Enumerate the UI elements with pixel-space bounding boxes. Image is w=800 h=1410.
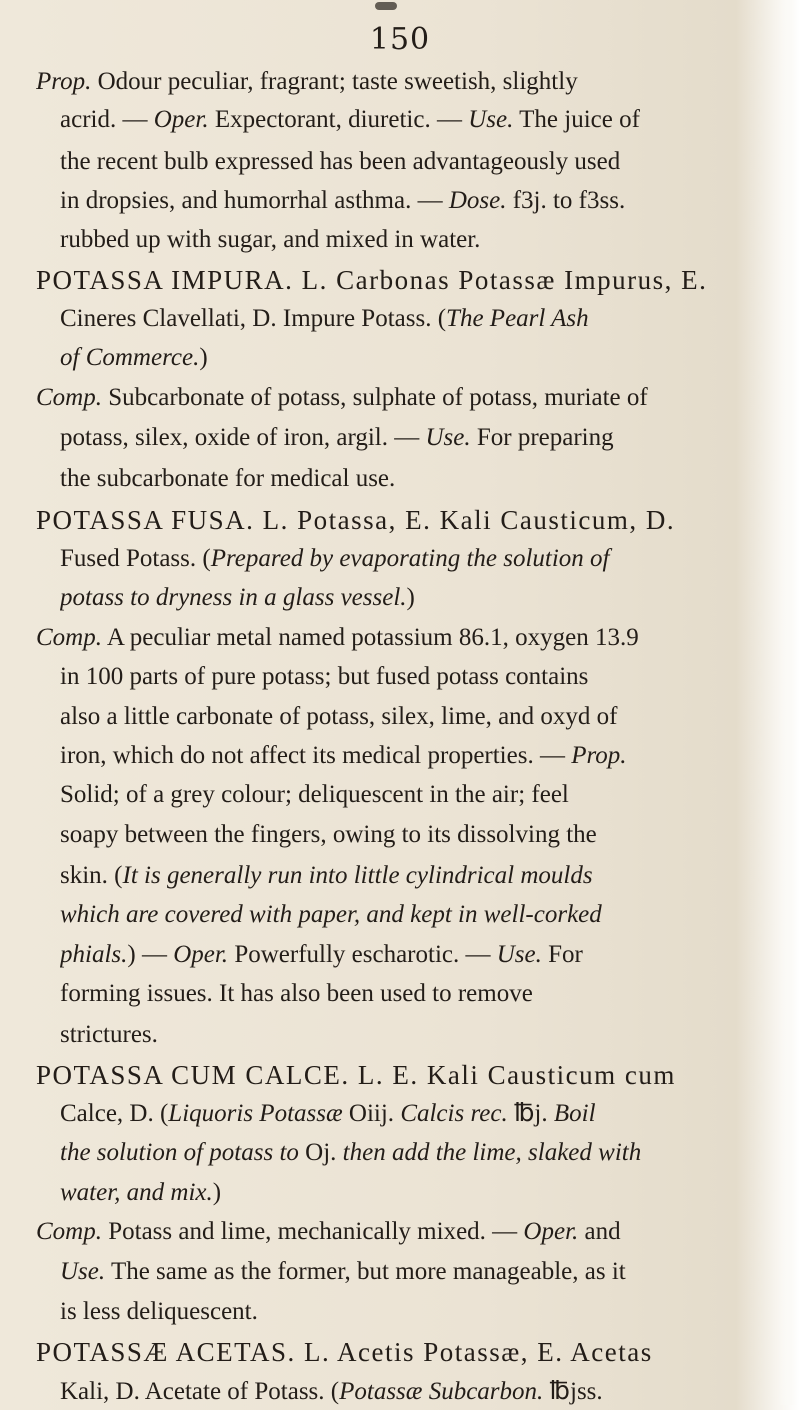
text-line: also a little carbonate of potass, silex, lime, and oxyd of [60,703,618,730]
text-line: POTASSÆ ACETAS. L. Acetis Potassæ, E. Acetas [36,1337,653,1367]
text-line: Comp. A peculiar metal named potassium 86.1, oxygen 13.9 [36,624,639,651]
text-line: potass, silex, oxide of iron, argil. — Use. For preparing [60,424,614,451]
text-line: Calce, D. (Liquoris Potassæ Oiij. Calcis rec. ℔j. Boil [60,1100,596,1127]
text-line: the solution of potass to Oj. then add the lime, slaked with [60,1139,642,1166]
text-line: Kali, D. Acetate of Potass. (Potassæ Subcarbon. ℔jss. [60,1378,603,1405]
text-line: in dropsies, and humorrhal asthma. — Dose. f3j. to f3ss. [60,187,626,214]
text-line: iron, which do not affect its medical properties. — Prop. [60,742,627,769]
text-line: phials.) — Oper. Powerfully escharotic. — Use. For [60,941,583,968]
text-line: in 100 parts of pure potass; but fused potass contains [60,663,589,690]
text-line: strictures. [60,1021,158,1048]
text-line: POTASSA IMPURA. L. Carbonas Potassæ Impurus, E. [36,265,708,295]
text-line: the recent bulb expressed has been advantageously used [60,148,621,175]
text-line: rubbed up with sugar, and mixed in water. [60,226,481,253]
text-line: soapy between the fingers, owing to its dissolving the [60,821,597,848]
text-line: POTASSA FUSA. L. Potassa, E. Kali Causticum, D. [36,505,676,535]
text-line: skin. (It is generally run into little cylindrical moulds [60,862,593,889]
text-line: forming issues. It has also been used to remove [60,980,533,1007]
text-line: Use. The same as the former, but more manageable, as it [60,1258,626,1285]
text-line: the subcarbonate for medical use. [60,465,396,492]
page-number: 150 [369,22,431,57]
text-line: Fused Potass. (Prepared by evaporating the solution of [60,545,610,572]
ink-smudge [375,2,397,10]
text-line: Cineres Clavellati, D. Impure Potass. (The Pearl Ash [60,305,589,332]
text-line: water, and mix.) [60,1179,222,1206]
text-line: of Commerce.) [60,344,208,371]
text-line: which are covered with paper, and kept in well-corked [60,901,602,928]
text-line: potass to dryness in a glass vessel.) [60,584,415,611]
text-line: Comp. Potass and lime, mechanically mixed. — Oper. and [36,1218,621,1245]
text-line: Comp. Subcarbonate of potass, sulphate of potass, muriate of [36,384,648,411]
page-edge [778,0,800,1405]
text-line: acrid. — Oper. Expectorant, diuretic. — Use. The juice of [60,106,640,133]
text-line: Solid; of a grey colour; deliquescent in the air; feel [60,781,569,808]
text-line: POTASSA CUM CALCE. L. E. Kali Causticum cum [36,1060,676,1090]
text-line: Prop. Odour peculiar, fragrant; taste sweetish, slightly [36,68,578,95]
text-line: is less deliquescent. [60,1298,258,1325]
